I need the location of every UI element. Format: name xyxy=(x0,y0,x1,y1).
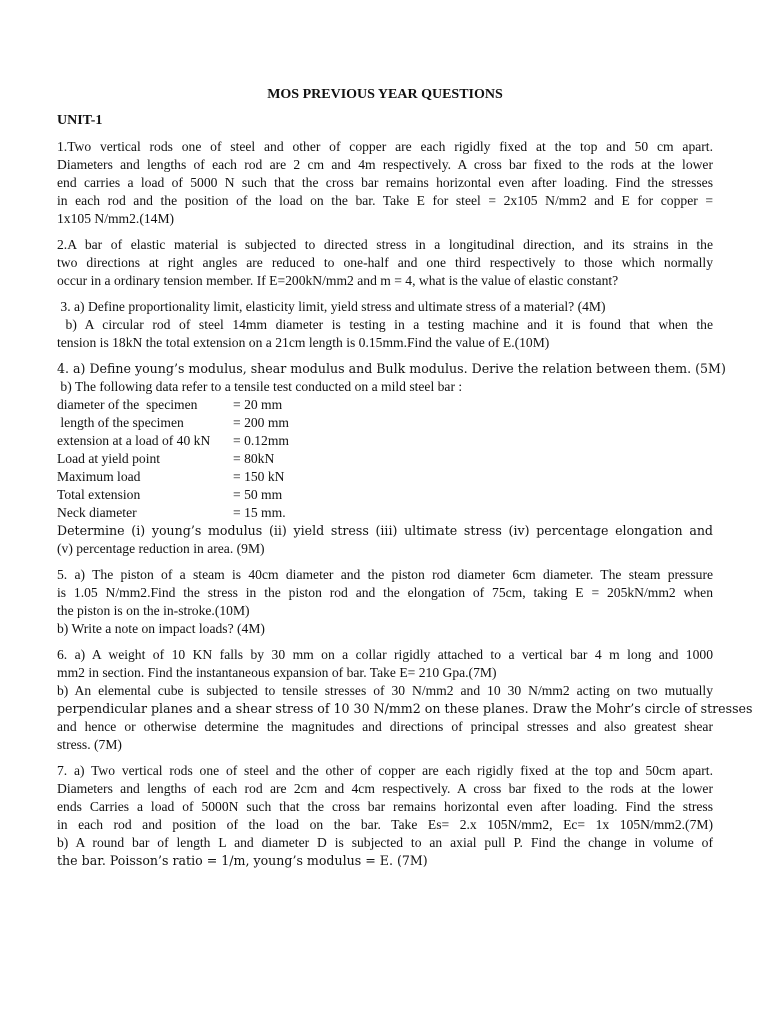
question-1 xyxy=(57,138,713,228)
page-title: MOS PREVIOUS YEAR QUESTIONS xyxy=(267,87,503,102)
test-data-row xyxy=(57,468,713,486)
question-5-line: is 1.05 N/mm2.Find the stress in the piston rod and the elongation of 75cm, taking E = 205kN/mm2 when xyxy=(57,585,713,600)
question-4-line: (v) percentage reduction in area. (9M) xyxy=(57,541,265,556)
test-data-row xyxy=(57,414,713,432)
question-1-line: in each rod and the position of the load on the bar. Take E for steel = 2x105 N/mm2 and E for copper = xyxy=(57,193,713,208)
test-data-value: = 200 mm xyxy=(233,415,290,430)
question-4 xyxy=(57,360,726,558)
question-6-line: 6. a) A weight of 10 KN falls by 30 mm on a collar rigidly attached to a vertical bar 4 m long and 1000 xyxy=(57,647,713,662)
test-data-label: Load at yield point xyxy=(57,451,161,466)
test-data-value: = 20 mm xyxy=(233,397,283,412)
document-page xyxy=(57,86,753,878)
question-2-line: two directions at right angles are reduced to one-half and one third respectively to those which normally xyxy=(57,255,713,270)
question-4-line: b) The following data refer to a tensile test conducted on a mild steel bar : xyxy=(57,379,463,394)
test-data-label: Total extension xyxy=(57,487,141,502)
question-3-line: tension is 18kN the total extension on a 21cm length is 0.15mm.Find the value of E.(10M) xyxy=(57,335,550,350)
test-data-value: = 80kN xyxy=(233,451,275,466)
question-6-line: perpendicular planes and a shear stress of 10 30 N/mm2 on these planes. Draw the Mohr’s circle of stresses xyxy=(57,701,753,716)
question-3 xyxy=(57,298,713,352)
test-data-label: Neck diameter xyxy=(57,505,137,520)
question-4-line: Determine (i) young’s modulus (ii) yield stress (iii) ultimate stress (iv) percentage elongation and xyxy=(57,523,713,538)
question-1-line: end carries a load of 5000 N such that the cross bar remains horizontal even after loading. Find the stresses xyxy=(57,175,713,190)
unit-heading: UNIT-1 xyxy=(57,113,103,128)
test-data-row xyxy=(57,486,713,504)
test-data-row xyxy=(57,504,713,522)
test-data-row xyxy=(57,396,713,414)
question-5-line: the piston is on the in-stroke.(10M) xyxy=(57,603,250,618)
question-5-line: b) Write a note on impact loads? (4M) xyxy=(57,621,265,636)
test-data-value: = 15 mm. xyxy=(233,505,286,520)
test-data-label: extension at a load of 40 kN xyxy=(57,433,211,448)
question-2-line: 2.A bar of elastic material is subjected to directed stress in a longitudinal direction, and its strains in the xyxy=(57,237,713,252)
test-data-value: = 0.12mm xyxy=(233,433,290,448)
question-7-line: 7. a) Two vertical rods one of steel and the other of copper are each rigidly fixed at the top and 50cm apart. xyxy=(57,763,713,778)
question-5 xyxy=(57,566,713,638)
question-7-line: in each rod and position of the load on the bar. Take Es= 2.x 105N/mm2, Ec= 1x 105N/mm2.(7M) xyxy=(57,817,713,832)
test-data-row xyxy=(57,432,713,450)
question-6-line: mm2 in section. Find the instantaneous expansion of bar. Take E= 210 Gpa.(7M) xyxy=(57,665,497,680)
question-2-line: occur in a ordinary tension member. If E=200kN/mm2 and m = 4, what is the value of elastic constant? xyxy=(57,273,619,288)
question-7-line: ends Carries a load of 5000N such that the cross bar remains horizontal even after loading. Find the stress xyxy=(57,799,713,814)
question-7-line: b) A round bar of length L and diameter D is subjected to an axial pull P. Find the change in volume of xyxy=(57,835,713,850)
test-data-row xyxy=(57,450,713,468)
test-data-label: length of the specimen xyxy=(57,415,184,430)
test-data-value: = 50 mm xyxy=(233,487,283,502)
question-3-line: 3. a) Define proportionality limit, elasticity limit, yield stress and ultimate stress of a material? (4M) xyxy=(57,299,606,314)
question-1-line: 1x105 N/mm2.(14M) xyxy=(57,211,175,226)
question-6-line: stress. (7M) xyxy=(57,737,122,752)
question-6-line: b) An elemental cube is subjected to tensile stresses of 30 N/mm2 and 10 30 N/mm2 acting on two mutually xyxy=(57,683,713,698)
question-7-line: Diameters and lengths of each rod are 2cm and 4cm respectively. A cross bar fixed to the rods at the lower xyxy=(57,781,713,796)
question-3-line: b) A circular rod of steel 14mm diameter is testing in a testing machine and it is found that when the xyxy=(57,317,713,332)
question-5-line: 5. a) The piston of a steam is 40cm diameter and the piston rod diameter 6cm diameter. The steam pressure xyxy=(57,567,713,582)
question-4-line: 4. a) Define young’s modulus, shear modulus and Bulk modulus. Derive the relation between them. (5M) xyxy=(57,361,726,376)
test-data-label: diameter of the specimen xyxy=(57,397,198,412)
question-7 xyxy=(57,762,713,870)
question-6-line: and hence or otherwise determine the magnitudes and directions of principal stresses and also greatest shear xyxy=(57,719,713,734)
question-1-line: 1.Two vertical rods one of steel and other of copper are each rigidly fixed at the top and 50 cm apart. xyxy=(57,139,713,154)
question-1-line: Diameters and lengths of each rod are 2 cm and 4m respectively. A cross bar fixed to the rods at the lower xyxy=(57,157,713,172)
question-2 xyxy=(57,236,713,290)
question-7-line: the bar. Poisson’s ratio = 1/m, young’s modulus = E. (7M) xyxy=(57,853,428,868)
question-6 xyxy=(57,646,753,754)
test-data-label: Maximum load xyxy=(57,469,141,484)
test-data-value: = 150 kN xyxy=(233,469,285,484)
